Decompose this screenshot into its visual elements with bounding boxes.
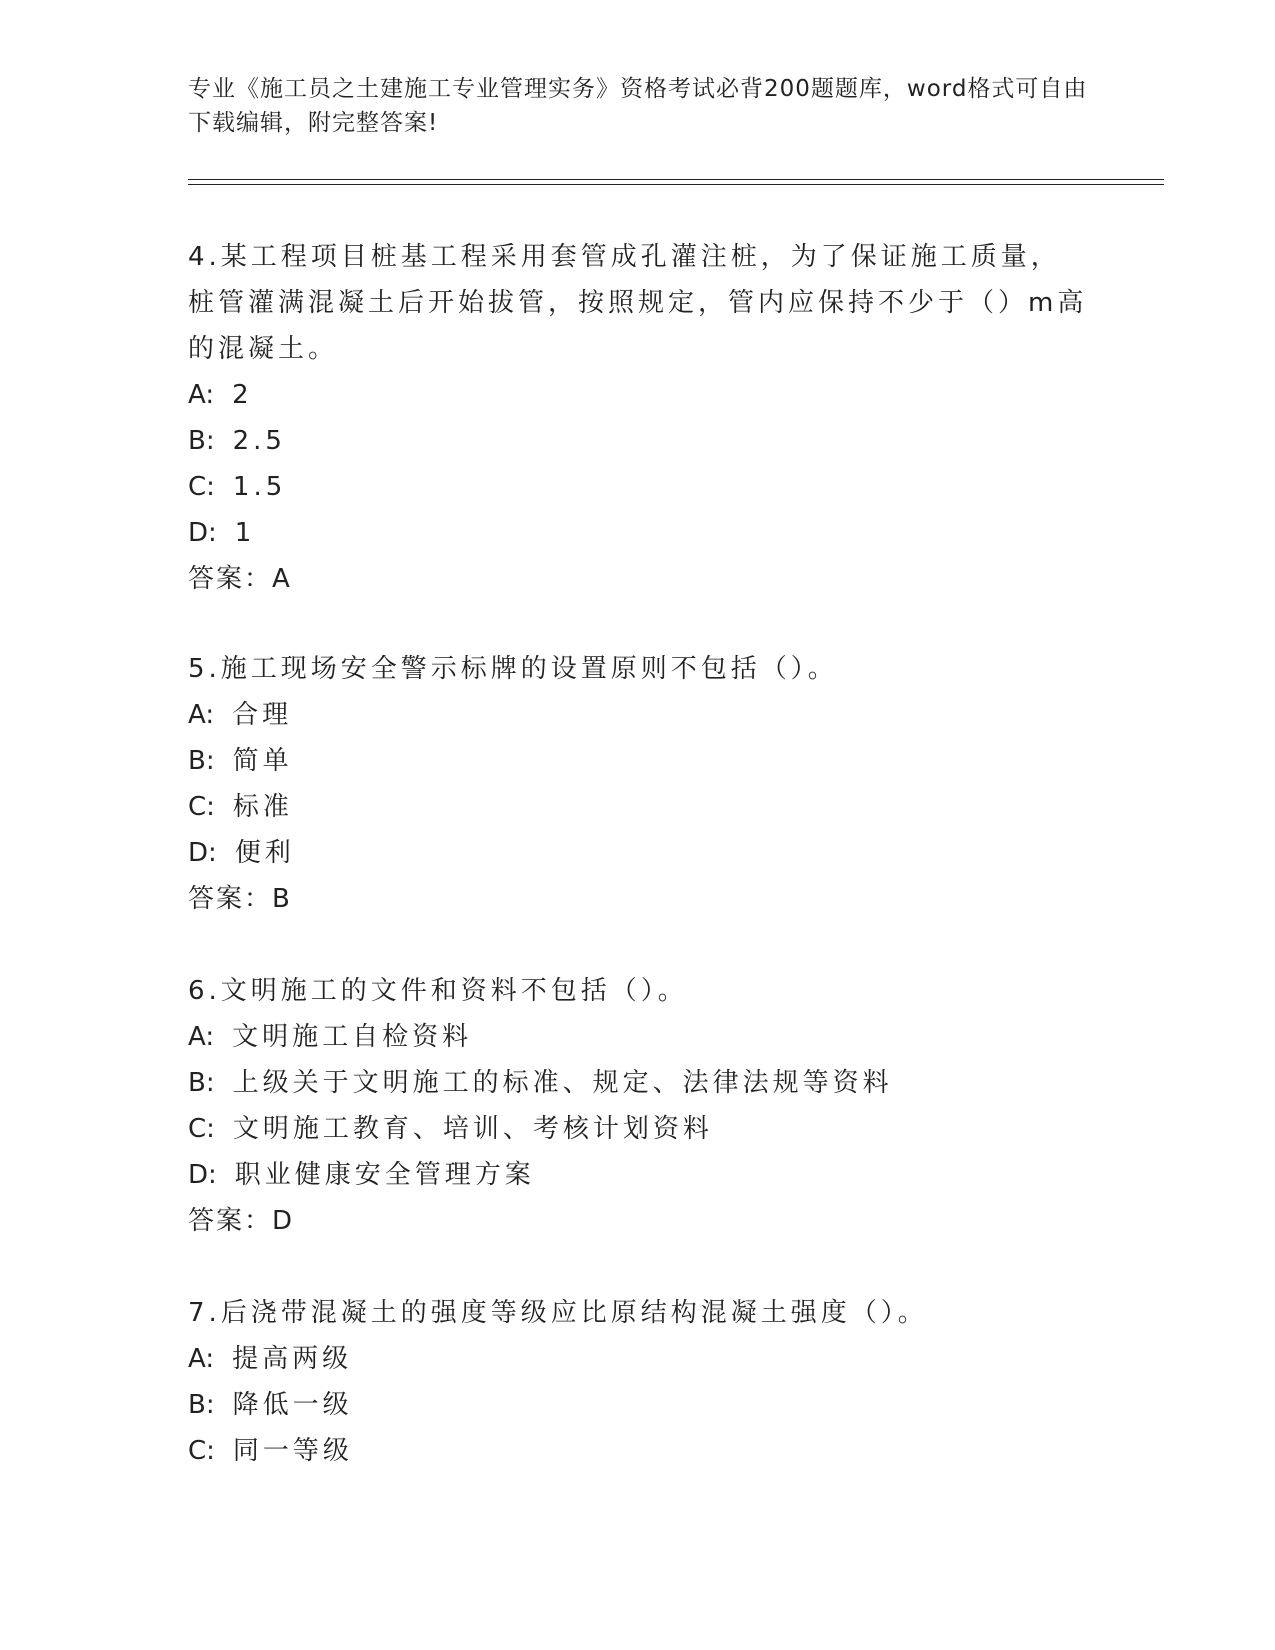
option-letter: C: xyxy=(188,1114,215,1144)
option-text: 简单 xyxy=(232,746,293,776)
option-letter: D: xyxy=(188,518,217,548)
question-stem: 4.某工程项目桩基工程采用套管成孔灌注桩，为了保证施工质量，桩管灌满混凝土后开始拔管，按照规定，管内应保持不少于（）m高的混凝土。 xyxy=(188,242,1088,364)
question-7 xyxy=(188,1290,1088,1474)
option-a xyxy=(188,1336,1088,1382)
option-text: 降低一级 xyxy=(232,1390,353,1420)
question-4 xyxy=(188,234,1088,602)
answer-line: 答案：B xyxy=(188,884,292,914)
option-c xyxy=(188,784,1088,830)
option-letter: B: xyxy=(188,1390,215,1420)
option-b xyxy=(188,1382,1088,1428)
question-stem: 7.后浇带混凝土的强度等级应比原结构混凝土强度（）。 xyxy=(188,1298,928,1328)
header-divider-bottom xyxy=(188,184,1164,185)
option-b xyxy=(188,1060,1088,1106)
option-text: 2.5 xyxy=(232,426,286,456)
option-text: 便利 xyxy=(234,838,295,868)
option-d xyxy=(188,830,1088,876)
option-text: 同一等级 xyxy=(232,1436,353,1466)
option-text: 标准 xyxy=(232,792,293,822)
option-letter: B: xyxy=(188,746,215,776)
option-text: 职业健康安全管理方案 xyxy=(234,1160,535,1190)
option-letter: D: xyxy=(188,838,217,868)
option-letter: D: xyxy=(188,1160,217,1190)
option-text: 1 xyxy=(234,518,256,548)
question-6 xyxy=(188,968,1088,1244)
header-divider-top xyxy=(188,179,1164,180)
option-letter: A: xyxy=(188,700,215,730)
option-letter: B: xyxy=(188,1068,215,1098)
question-stem: 5.施工现场安全警示标牌的设置原则不包括（）。 xyxy=(188,654,838,684)
option-text: 2 xyxy=(232,380,253,410)
option-c xyxy=(188,464,1088,510)
option-text: 文明施工教育、培训、考核计划资料 xyxy=(232,1114,713,1144)
option-a xyxy=(188,1014,1088,1060)
option-b xyxy=(188,738,1088,784)
answer-line: 答案：D xyxy=(188,1206,295,1236)
answer-line: 答案：A xyxy=(188,564,292,594)
option-letter: C: xyxy=(188,472,215,502)
option-letter: C: xyxy=(188,1436,215,1466)
option-b xyxy=(188,418,1088,464)
option-letter: A: xyxy=(188,1344,215,1374)
option-letter: A: xyxy=(188,380,215,410)
option-text: 提高两级 xyxy=(232,1344,353,1374)
option-a xyxy=(188,692,1088,738)
option-letter: C: xyxy=(188,792,215,822)
option-text: 合理 xyxy=(232,700,293,730)
option-d xyxy=(188,510,1088,556)
option-c xyxy=(188,1106,1088,1152)
option-letter: A: xyxy=(188,1022,215,1052)
option-text: 上级关于文明施工的标准、规定、法律法规等资料 xyxy=(232,1068,893,1098)
option-letter: B: xyxy=(188,426,215,456)
question-5 xyxy=(188,646,1088,922)
option-text: 文明施工自检资料 xyxy=(232,1022,473,1052)
option-c xyxy=(188,1428,1088,1474)
option-text: 1.5 xyxy=(232,472,287,502)
document-header: 专业《施工员之土建施工专业管理实务》资格考试必背200题题库，word格式可自由下载编辑，附完整答案! xyxy=(188,76,1088,136)
option-a xyxy=(188,372,1088,418)
option-d xyxy=(188,1152,1088,1198)
question-stem: 6.文明施工的文件和资料不包括（）。 xyxy=(188,976,688,1006)
